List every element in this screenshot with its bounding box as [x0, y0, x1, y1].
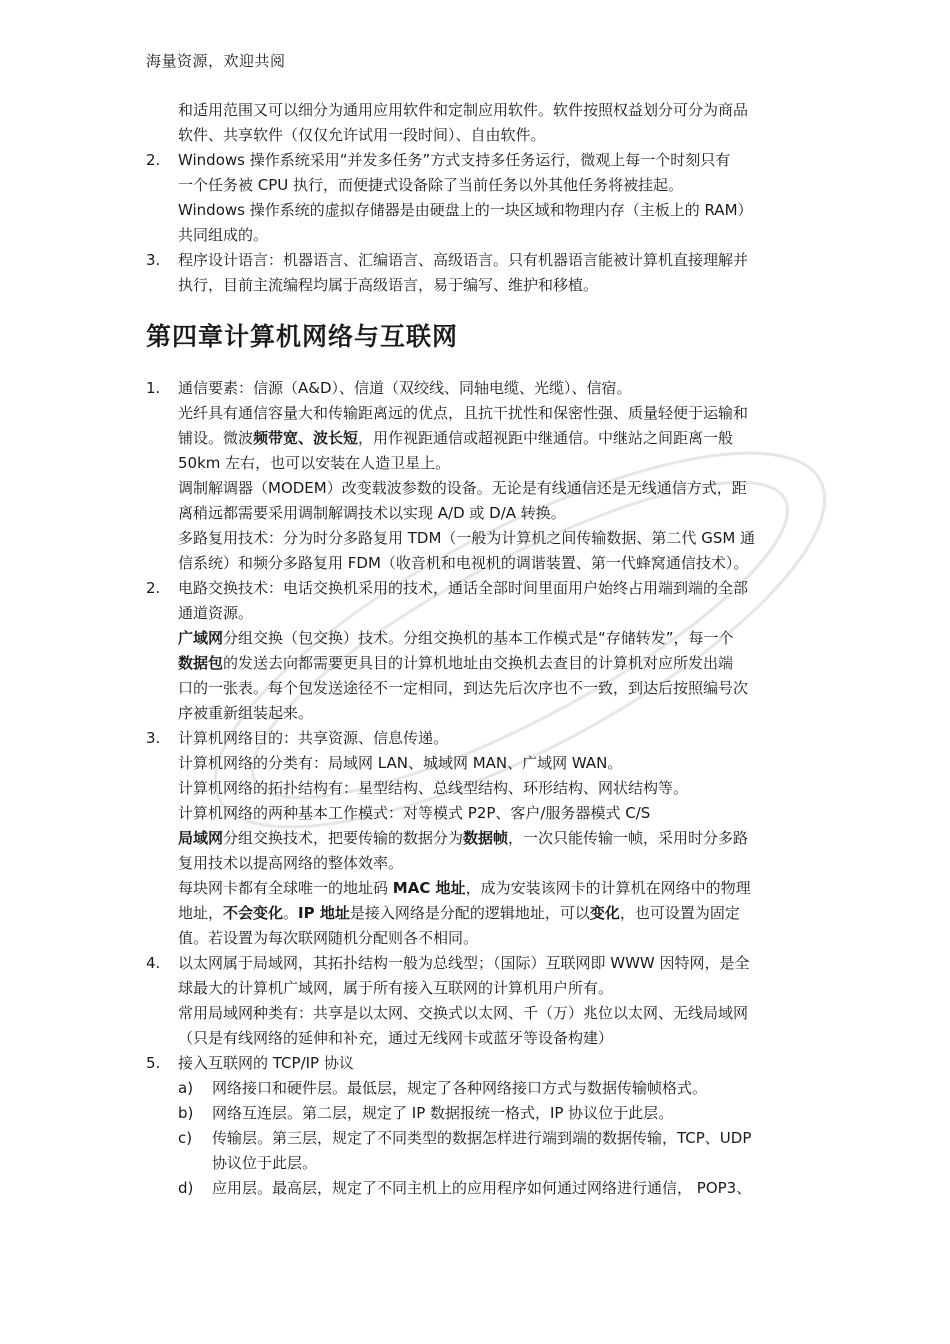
paragraph-line: 和适用范围又可以细分为通用应用软件和定制应用软件。软件按照权益划分可分为商品	[178, 101, 749, 119]
bold-term: 不会变化	[223, 904, 284, 922]
page-header: 海量资源，欢迎共阅	[146, 52, 286, 70]
bold-term: 局域网	[178, 829, 224, 847]
paragraph-line: 程序设计语言：机器语言、汇编语言、高级语言。只有机器语言能被计算机直接理解并	[178, 251, 749, 269]
paragraph-line: 软件、共享软件（仅仅允许试用一段时间）、自由软件。	[178, 126, 546, 144]
paragraph-line: 口的一张表。每个包发送途径不一定相同，到达先后次序也不一致，到达后按照编号次	[178, 679, 749, 697]
paragraph-line: 应用层。最高层，规定了不同主机上的应用程序如何通过网络进行通信， POP3、	[212, 1179, 752, 1197]
paragraph-line: 广域网分组交换（包交换）技术。分组交换机的基本工作模式是“存储转发”，每一个	[178, 629, 734, 647]
sub-list-marker: b)	[178, 1104, 194, 1122]
sub-list-marker: c)	[178, 1129, 193, 1147]
sub-list-item-a	[146, 1076, 816, 1101]
paragraph-line: 以太网属于局域网，其拓扑结构一般为总线型；（国际）互联网即 WWW 因特网，是全	[178, 954, 750, 972]
list-number: 5.	[146, 1054, 161, 1072]
paragraph-line: 计算机网络的拓扑结构有：星型结构、总线型结构、环形结构、网状结构等。	[178, 779, 689, 797]
paragraph-line: 网络接口和硬件层。最低层，规定了各种网络接口方式与数据传输帧格式。	[212, 1079, 708, 1097]
paragraph-line: 信系统）和频分多路复用 FDM（收音机和电视机的调谐装置、第一代蜂窝通信技术）。	[178, 554, 749, 572]
list-item-1	[146, 376, 816, 576]
paragraph-line: 铺设。微波频带宽、波长短，用作视距通信或超视距中继通信。中继站之间距离一般	[178, 429, 734, 447]
paragraph-line: 局域网分组交换技术，把要传输的数据分为数据帧，一次只能传输一帧，采用时分多路	[178, 829, 749, 847]
list-item-5	[146, 1051, 816, 1076]
list-item-4	[146, 951, 816, 1051]
sub-list-item-c	[146, 1126, 816, 1176]
paragraph-line: 复用技术以提高网络的整体效率。	[178, 854, 404, 872]
paragraph-line: 序被重新组装起来。	[178, 704, 314, 722]
paragraph-line: 计算机网络的分类有：局域网 LAN、城域网 MAN、广域网 WAN。	[178, 754, 623, 772]
paragraph-line: 常用局域网种类有：共享是以太网、交换式以太网、千（万）兆位以太网、无线局域网	[178, 1004, 749, 1022]
list-number: 4.	[146, 954, 161, 972]
paragraph-line: 多路复用技术：分为时分多路复用 TDM（一般为计算机之间传输数据、第二代 GSM 通	[178, 529, 756, 547]
paragraph-line: 协议位于此层。	[212, 1154, 318, 1172]
paragraph-line: 执行，目前主流编程均属于高级语言，易于编写、维护和移植。	[178, 276, 599, 294]
list-item-2b	[146, 576, 816, 726]
bold-term: 数据包	[178, 654, 224, 672]
paragraph-line: Windows 操作系统采用“并发多任务”方式支持多任务运行，微观上每一个时刻只有	[178, 151, 731, 169]
paragraph-line: 值。若设置为每次联网随机分配则各不相同。	[178, 929, 479, 947]
sub-list-marker: d)	[178, 1179, 194, 1197]
sub-list-item-b	[146, 1101, 816, 1126]
paragraph-line: 通道资源。	[178, 604, 254, 622]
bold-term: 变化	[589, 904, 620, 922]
list-number: 3.	[146, 251, 161, 269]
paragraph-line: 传输层。第三层，规定了不同类型的数据怎样进行端到端的数据传输，TCP、UDP	[212, 1129, 752, 1147]
bold-term: MAC 地址	[392, 879, 466, 897]
paragraph-line: Windows 操作系统的虚拟存储器是由硬盘上的一块区域和物理内存（主板上的 RAM）	[178, 201, 753, 219]
paragraph-line: 通信要素：信源（A&D）、信道（双绞线、同轴电缆、光缆）、信宿。	[178, 379, 632, 397]
list-item-3	[146, 248, 816, 298]
bold-term: 数据帧	[463, 829, 509, 847]
paragraph-line: 一个任务被 CPU 执行，而便捷式设备除了当前任务以外其他任务将被挂起。	[178, 176, 684, 194]
bold-term: 频带宽、波长短	[253, 429, 359, 447]
paragraph-line: 网络互连层。第二层，规定了 IP 数据报统一格式，IP 协议位于此层。	[212, 1104, 674, 1122]
paragraph-line: 数据包的发送去向都需要更具目的计算机地址由交换机去查目的计算机对应所发出端	[178, 654, 734, 672]
paragraph-line: 接入互联网的 TCP/IP 协议	[178, 1054, 354, 1072]
document-body	[146, 98, 816, 1201]
list-item-3b	[146, 726, 816, 951]
paragraph-line: 调制解调器（MODEM）改变载波参数的设备。无论是有线通信还是无线通信方式，距	[178, 479, 747, 497]
list-number: 2.	[146, 151, 161, 169]
list-number: 2.	[146, 579, 161, 597]
bold-term: 广域网	[178, 629, 224, 647]
paragraph-line: 计算机网络的两种基本工作模式：对等模式 P2P、客户/服务器模式 C/S	[178, 804, 651, 822]
list-number: 1.	[146, 379, 161, 397]
paragraph-line: 电路交换技术：电话交换机采用的技术，通话全部时间里面用户始终占用端到端的全部	[178, 579, 749, 597]
paragraph-line: 50km 左右，也可以安装在人造卫星上。	[178, 454, 451, 472]
paragraph-line: 共同组成的。	[178, 226, 269, 244]
list-item-2	[146, 148, 816, 248]
paragraph-line: 计算机网络目的：共享资源、信息传递。	[178, 729, 449, 747]
sub-list-item-d	[146, 1176, 816, 1201]
paragraph-line: 每块网卡都有全球唯一的地址码 MAC 地址，成为安装该网卡的计算机在网络中的物理	[178, 879, 751, 897]
bold-term: IP 地址	[298, 904, 350, 922]
list-number: 3.	[146, 729, 161, 747]
paragraph-line: 离稍远都需要采用调制解调技术以实现 A/D 或 D/A 转换。	[178, 504, 566, 522]
paragraph-line: 光纤具有通信容量大和传输距离远的优点，且抗干扰性和保密性强、质量轻便于运输和	[178, 404, 749, 422]
paragraph-line: （只是有线网络的延伸和补充，通过无线网卡或蓝牙等设备构建）	[178, 1029, 614, 1047]
paragraph-line: 球最大的计算机广域网，属于所有接入互联网的计算机用户所有。	[178, 979, 614, 997]
chapter-title: 第四章计算机网络与互联网	[146, 322, 459, 351]
sub-list-marker: a)	[178, 1079, 194, 1097]
paragraph-line: 地址，不会变化。IP 地址是接入网络是分配的逻辑地址，可以变化，也可设置为固定	[178, 904, 740, 922]
